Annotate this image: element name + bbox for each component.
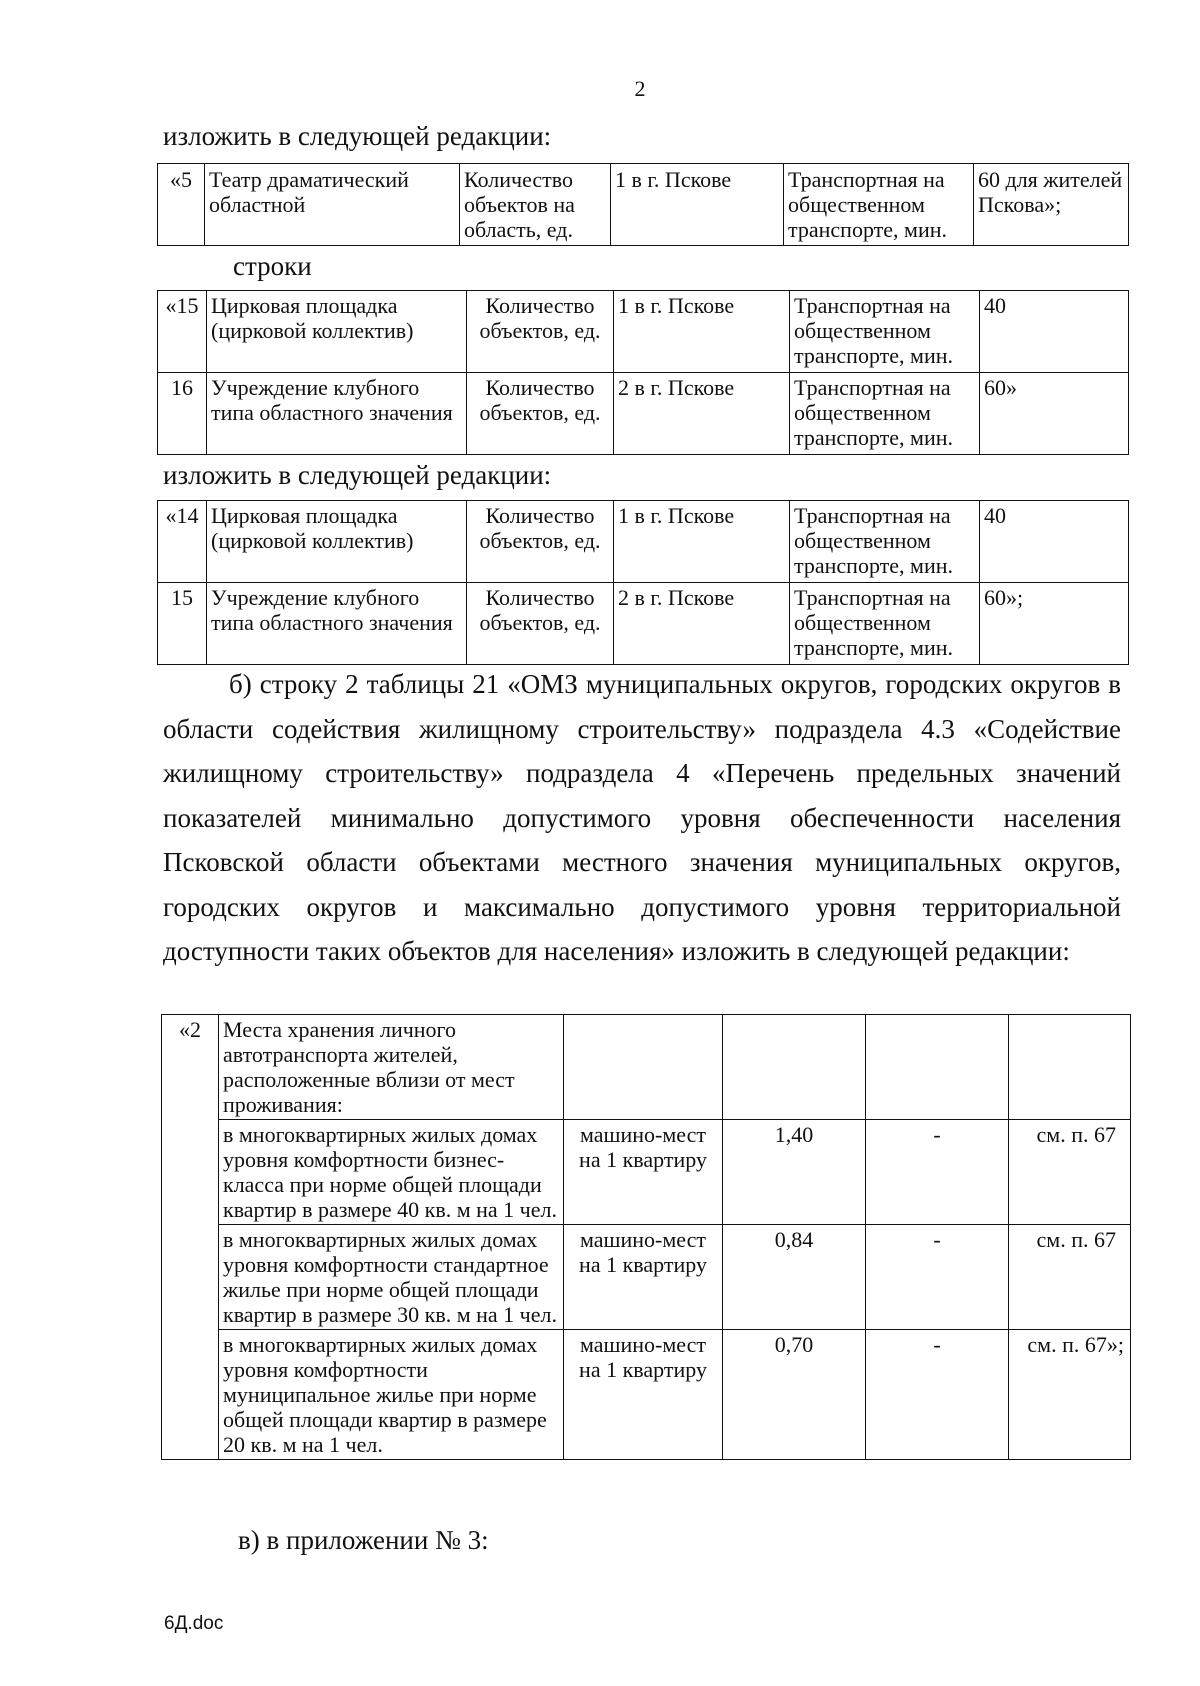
table-cell: Количество объектов на область, ед. xyxy=(460,164,611,246)
table-row xyxy=(162,1225,1131,1330)
table-cell: Цирковая площадка (цирковой коллектив) xyxy=(207,501,467,583)
table-row xyxy=(158,501,1129,583)
table-cell: Театр драматический областной xyxy=(205,164,460,246)
table-cell: 1 в г. Пскове xyxy=(611,164,784,246)
table-cell xyxy=(564,1015,723,1120)
table-cell: «15 xyxy=(158,291,207,373)
table-cell: 40 xyxy=(980,291,1129,373)
table-cell xyxy=(1009,1015,1131,1120)
table-cell: в многоквартирных жилых домах уровня комфортности бизнес-класса при норме общей площади квартир в размере 40 кв. м на 1 чел. xyxy=(219,1120,564,1225)
table-cell: Количество объектов, ед. xyxy=(467,501,614,583)
table-4 xyxy=(161,1014,1131,1460)
table-cell: 0,84 xyxy=(723,1225,866,1330)
page-number: 2 xyxy=(634,76,646,101)
table-row xyxy=(162,1120,1131,1225)
table-cell: - xyxy=(866,1225,1009,1330)
table-cell: Места хранения личного автотранспорта жителей, расположенные вблизи от мест проживания: xyxy=(219,1015,564,1120)
table-cell: - xyxy=(866,1120,1009,1225)
table-cell: Транспортная на общественном транспорте, мин. xyxy=(790,291,980,373)
table-cell: 16 xyxy=(158,373,207,455)
table-2 xyxy=(157,290,1129,455)
table-cell: Транспортная на общественном транспорте, мин. xyxy=(790,501,980,583)
table-cell: Количество объектов, ед. xyxy=(467,583,614,665)
table-cell xyxy=(866,1015,1009,1120)
table-cell: в многоквартирных жилых домах уровня комфортности муниципальное жилье при норме общей площади квартир в размере 20 кв. м на 1 чел. xyxy=(219,1330,564,1460)
table-cell: 1 в г. Пскове xyxy=(614,291,790,373)
table-cell: «5 xyxy=(158,164,205,246)
table-cell: 40 xyxy=(980,501,1129,583)
table-cell: - xyxy=(866,1330,1009,1460)
table-row xyxy=(162,1015,1131,1120)
table-cell: Количество объектов, ед. xyxy=(467,291,614,373)
intro-text-1: изложить в следующей редакции: xyxy=(163,121,552,151)
table-cell: 0,70 xyxy=(723,1330,866,1460)
table-cell: 60» xyxy=(980,373,1129,455)
paragraph-c: в) в приложении № 3: xyxy=(238,1525,489,1555)
table-cell xyxy=(723,1015,866,1120)
table-cell: в многоквартирных жилых домах уровня комфортности стандартное жилье при норме общей площади квартир в размере 30 кв. м на 1 чел. xyxy=(219,1225,564,1330)
table-row xyxy=(158,164,1129,246)
table-cell: Транспортная на общественном транспорте, мин. xyxy=(790,583,980,665)
table-cell: Транспортная на общественном транспорте, мин. xyxy=(784,164,974,246)
table-cell: машино-мест на 1 квартиру xyxy=(564,1225,723,1330)
table-3 xyxy=(157,500,1129,665)
table-cell: см. п. 67»; xyxy=(1009,1330,1131,1460)
row-number: «2 xyxy=(162,1015,219,1460)
table-cell: Количество объектов, ед. xyxy=(467,373,614,455)
table-cell: 15 xyxy=(158,583,207,665)
table-cell: см. п. 67 xyxy=(1009,1120,1131,1225)
table-row xyxy=(162,1330,1131,1460)
table-row xyxy=(158,583,1129,665)
table-cell: Учреждение клубного типа областного значения xyxy=(207,583,467,665)
strings-label: строки xyxy=(233,251,312,281)
table-cell: 1 в г. Пскове xyxy=(614,501,790,583)
table-cell: 1,40 xyxy=(723,1120,866,1225)
table-row xyxy=(158,291,1129,373)
footer-filename: 6Д.doc xyxy=(164,1613,224,1634)
table-cell: см. п. 67 xyxy=(1009,1225,1131,1330)
table-cell: «14 xyxy=(158,501,207,583)
table-cell: 2 в г. Пскове xyxy=(614,373,790,455)
table-cell: машино-мест на 1 квартиру xyxy=(564,1120,723,1225)
table-cell: Транспортная на общественном транспорте, мин. xyxy=(790,373,980,455)
table-cell: Цирковая площадка (цирковой коллектив) xyxy=(207,291,467,373)
table-cell: 60 для жителей Пскова»; xyxy=(974,164,1129,246)
table-1 xyxy=(157,163,1129,246)
table-cell: Учреждение клубного типа областного значения xyxy=(207,373,467,455)
table-cell: 2 в г. Пскове xyxy=(614,583,790,665)
intro-text-2: изложить в следующей редакции: xyxy=(163,460,552,490)
table-cell: машино-мест на 1 квартиру xyxy=(564,1330,723,1460)
table-row xyxy=(158,373,1129,455)
paragraph-b: б) строку 2 таблицы 21 «ОМЗ муниципальных округов, городских округов в области содействия жилищному строительству» подраздела 4.3 «Содействие жилищному строительству» подраздела 4 «Перечень предельных значений показателей минимально допустимого уровня обеспеченности населения Псковской области объектами местного значения муниципальных округов, городских округов и максимально допустимого уровня территориальной доступности таких объектов для населения» изложить в следующей редакции: xyxy=(163,669,1121,966)
table-cell: 60»; xyxy=(980,583,1129,665)
